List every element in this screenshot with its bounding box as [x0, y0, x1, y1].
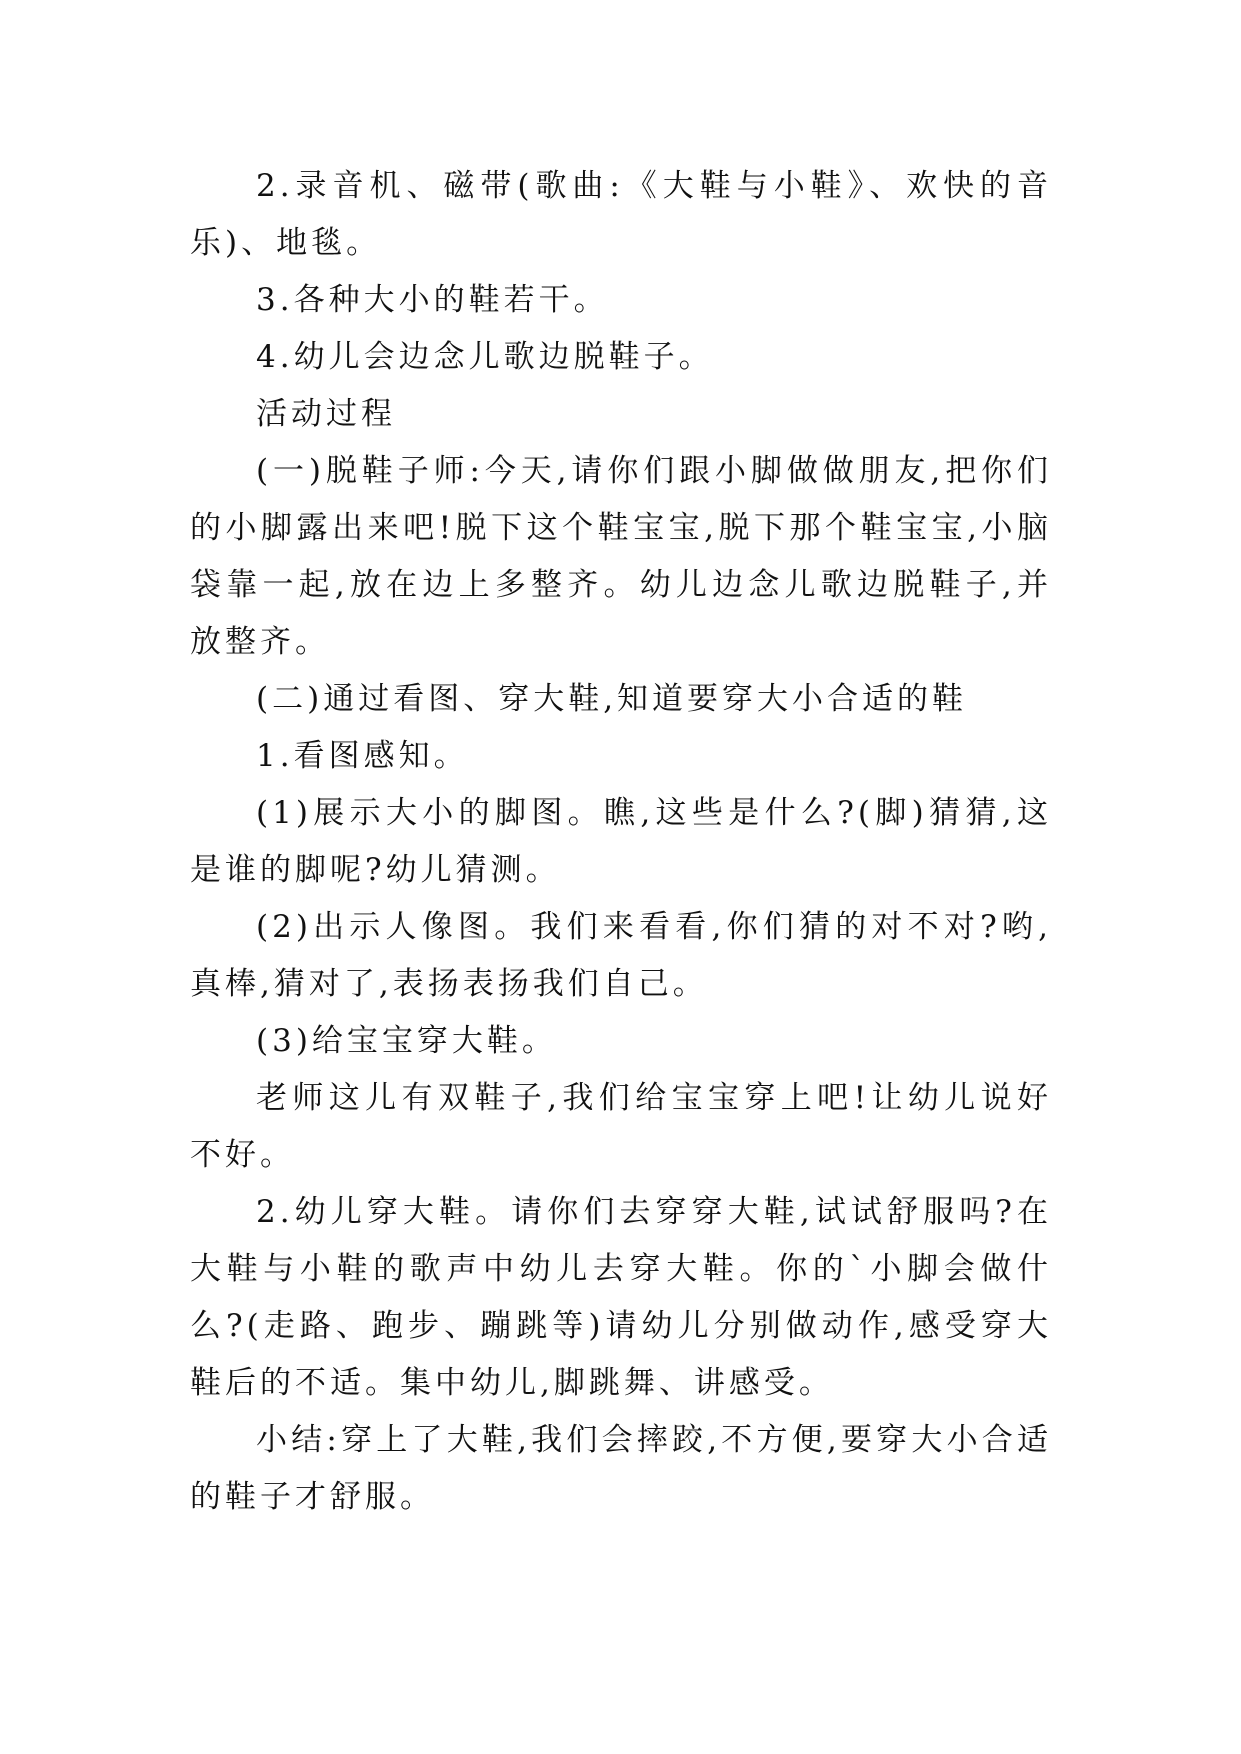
paragraph-sub-1: (1)展示大小的脚图。瞧,这些是什么?(脚)猜猜,这是谁的脚呢?幼儿猜测。 [190, 795, 1052, 888]
paragraph-step-one: (一)脱鞋子师:今天,请你们跟小脚做做朋友,把你们的小脚露出来吧!脱下这个鞋宝宝,脱下那个鞋宝宝,小脑袋靠一起,放在边上多整齐。幼儿边念儿歌边脱鞋子,并放整齐。 [190, 453, 1052, 660]
paragraph-summary: 小结:穿上了大鞋,我们会摔跤,不方便,要穿大小合适的鞋子才舒服。 [190, 1422, 1052, 1515]
paragraph-wear-big-shoes: 2.幼儿穿大鞋。请你们去穿穿大鞋,试试舒服吗?在大鞋与小鞋的歌声中幼儿去穿大鞋。你的`小脚会做什么?(走路、跑步、蹦跳等)请幼儿分别做动作,感受穿大鞋后的不适。集中幼儿,脚跳舞、讲感受。 [190, 1194, 1052, 1401]
paragraph-look-and-perceive: 1.看图感知。 [256, 738, 469, 774]
paragraph-step-two-heading: (二)通过看图、穿大鞋,知道要穿大小合适的鞋 [256, 681, 968, 717]
paragraph-sub-3: (3)给宝宝穿大鞋。 [256, 1023, 557, 1059]
document-page [190, 158, 1052, 1526]
paragraph-materials-3: 3.各种大小的鞋若干。 [256, 282, 609, 318]
paragraph-teacher-shoes: 老师这儿有双鞋子,我们给宝宝穿上吧!让幼儿说好不好。 [190, 1080, 1052, 1173]
paragraph-materials-2: 2.录音机、磁带(歌曲:《大鞋与小鞋》、欢快的音乐)、地毯。 [190, 168, 1052, 261]
section-heading-activity-process: 活动过程 [256, 396, 396, 432]
paragraph-materials-4: 4.幼儿会边念儿歌边脱鞋子。 [256, 339, 714, 375]
paragraph-sub-2: (2)出示人像图。我们来看看,你们猜的对不对?哟,真棒,猜对了,表扬表扬我们自己。 [190, 909, 1052, 1002]
